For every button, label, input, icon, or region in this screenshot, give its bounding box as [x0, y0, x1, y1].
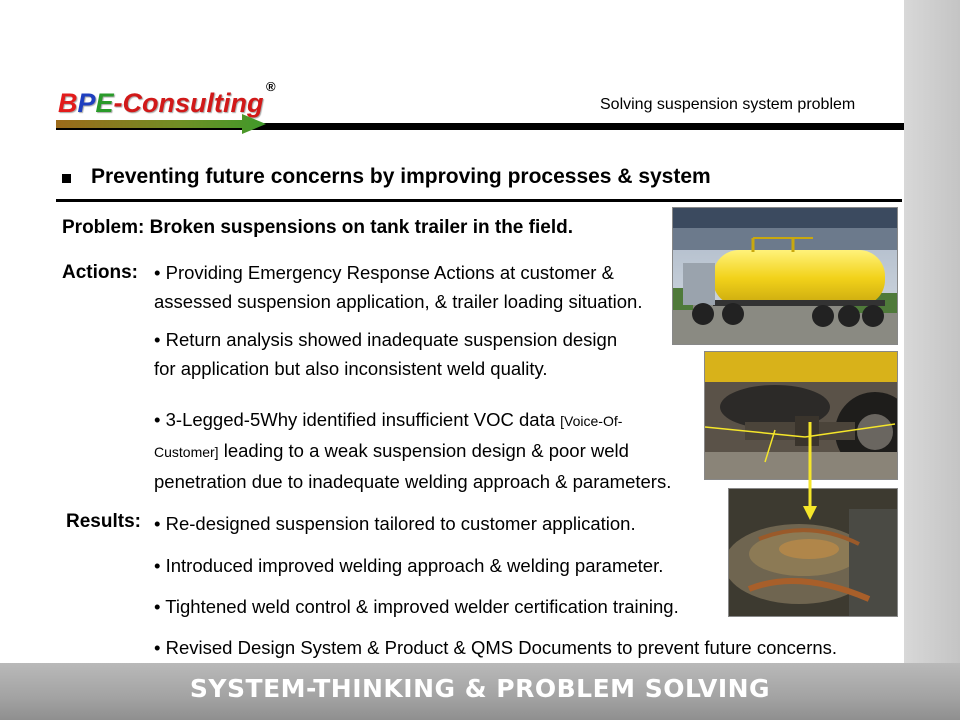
- logo-arrow-icon: [52, 112, 282, 136]
- logo-letter-b: B: [58, 88, 78, 118]
- action-item-1: [154, 258, 643, 316]
- logo-letter-e: E: [95, 88, 114, 118]
- result-item-2: • Introduced improved welding approach & welding parameter.: [154, 555, 664, 576]
- action-2-line-1: • Return analysis showed inadequate suspension design: [154, 329, 618, 350]
- action-3-line-1a: • 3-Legged-5Why identified insufficient VOC data: [154, 409, 561, 430]
- logo-rest: -Consulting: [113, 88, 264, 118]
- logo-letter-p: P: [77, 88, 96, 118]
- action-3-line-1b: [Voice-Of-: [560, 413, 623, 429]
- results-label: Results:: [66, 511, 141, 532]
- square-bullet-icon: [62, 174, 71, 183]
- tank-trailer-photo: [672, 207, 898, 345]
- action-3-line-2a: Customer]: [154, 444, 219, 460]
- header-title: Solving suspension system problem: [600, 96, 856, 113]
- action-3-line-3: penetration due to inadequate welding approach & parameters.: [154, 471, 672, 492]
- result-item-1: • Re-designed suspension tailored to customer application.: [154, 513, 636, 534]
- actions-label: Actions:: [62, 262, 138, 283]
- action-item-3: [154, 405, 671, 496]
- registered-mark: ®: [266, 79, 276, 94]
- footer-title: SYSTEM-THINKING & PROBLEM SOLVING: [189, 674, 771, 703]
- action-3-line-2b: leading to a weak suspension design & poor weld: [218, 440, 629, 461]
- action-item-2: [154, 325, 617, 383]
- yellow-arrow-icon: [800, 420, 820, 524]
- result-item-3: • Tightened weld control & improved welder certification training.: [154, 596, 679, 617]
- action-1-line-2: assessed suspension application, & trailer loading situation.: [154, 291, 643, 312]
- subtitle-divider: [56, 199, 902, 202]
- result-item-4: • Revised Design System & Product & QMS Documents to prevent future concerns.: [154, 637, 838, 658]
- action-1-line-1: • Providing Emergency Response Actions at customer &: [154, 262, 614, 283]
- slide-subtitle: Preventing future concerns by improving processes & system: [91, 165, 711, 188]
- action-2-line-2: for application but also inconsistent weld quality.: [154, 358, 548, 379]
- right-side-bar: [904, 0, 960, 720]
- problem-statement: Problem: Broken suspensions on tank trailer in the field.: [62, 217, 573, 238]
